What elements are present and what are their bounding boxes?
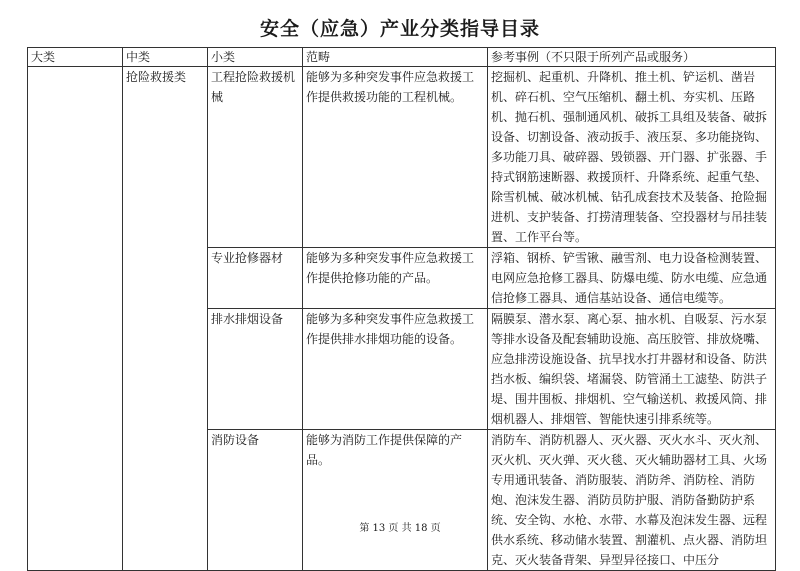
examples-cell: 挖掘机、起重机、升降机、推土机、铲运机、凿岩机、碎石机、空气压缩机、翻土机、夯实机、压路机、抛石机、强制通风机、破拆工具组及装备、破拆设备、切割设备、液动扳手、液压泵、多功能挠钩、多功能刀具、破碎器、毁锁器、开门器、扩张器、手持式钢筋速断器、救援顶杆、升降系统、起重气垫、除雪机械、破冰机械、钻孔成套技术及装备、抢险掘进机、支护装备、打捞清理装备、空投器材与吊挂装置、工作平台等。 <box>488 67 776 248</box>
scope-cell: 能够为消防工作提供保障的产品。 <box>303 430 488 571</box>
examples-cell: 隔膜泵、潜水泵、离心泵、抽水机、自吸泵、污水泵等排水设备及配套辅助设施、高压胶管、排放烧嘴、应急排涝设施设备、抗旱找水打井器材和设备、防洪挡水板、编织袋、堵漏袋、防管涌土工滤垫、防洪子堤、围井围板、排烟机、空气输送机、救援风筒、排烟机器人、排烟管、智能快速引排系统等。 <box>488 309 776 430</box>
header-mid-category: 中类 <box>123 48 208 67</box>
catalog-table <box>27 47 776 571</box>
sub-category-cell: 专业抢修器材 <box>208 248 303 309</box>
header-examples: 参考事例（不只限于所列产品或服务） <box>488 48 776 67</box>
mid-category-cell: 抢险救援类 <box>123 67 208 571</box>
page-title: 安全（应急）产业分类指导目录 <box>259 18 540 40</box>
header-major-category: 大类 <box>28 48 123 67</box>
scope-cell: 能够为多种突发事件应急救援工作提供救援功能的工程机械。 <box>303 67 488 248</box>
sub-category-cell: 排水排烟设备 <box>208 309 303 430</box>
scope-cell: 能够为多种突发事件应急救援工作提供排水排烟功能的设备。 <box>303 309 488 430</box>
table-row <box>28 67 776 248</box>
sub-category-cell: 工程抢险救援机械 <box>208 67 303 248</box>
major-category-cell <box>28 67 123 571</box>
header-scope: 范畴 <box>303 48 488 67</box>
scope-cell: 能够为多种突发事件应急救援工作提供抢修功能的产品。 <box>303 248 488 309</box>
sub-category-cell: 消防设备 <box>208 430 303 571</box>
page-number: 第 13 页 共 18 页 <box>359 523 441 534</box>
examples-cell: 消防车、消防机器人、灭火器、灭火水斗、灭火剂、灭火机、灭火弹、灭火毯、灭火辅助器材工具、火场专用通讯装备、消防服装、消防斧、消防栓、消防炮、泡沫发生器、消防员防护服、消防备勤防护系统、安全钩、水枪、水带、水幕及泡沫发生器、远程供水系统、移动储水装置、割灌机、点火器、消防坦克、灭火装备背架、异型异径接口、中压分 <box>488 430 776 571</box>
examples-cell: 浮箱、钢桥、铲雪锹、融雪剂、电力设备检测装置、电网应急抢修工器具、防爆电缆、防水电缆、应急通信抢修工器具、通信基站设备、通信电缆等。 <box>488 248 776 309</box>
table-header <box>28 48 776 67</box>
header-sub-category: 小类 <box>208 48 303 67</box>
